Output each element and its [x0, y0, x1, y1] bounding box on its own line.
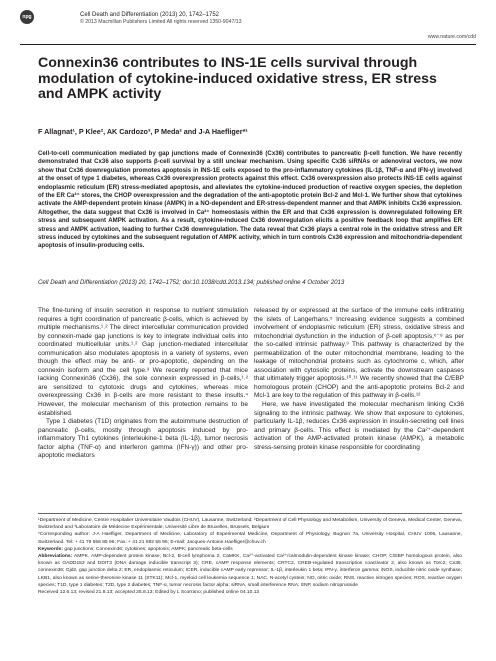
correspondence: *Corresponding author: J-A Haefliger, Department of Medicine, Laboratory of Experimental Medicine, Department of Physiology, Bugnon 7a, University Hospital, CHUV 1005, Lausanne, Switzerland. Tel: + 41 79 556 85 96; Fax: + 41 21 692 55 95; E-mail: Jacques-Antoine.Haefliger@chuv.ch	[38, 532, 462, 545]
journal-header	[20, 10, 476, 46]
article-title: Connexin36 contributes to INS-1E cells survival through modulation of cytokine-induced oxidative stress, ER stress and AMPK activity	[38, 55, 437, 103]
journal-name: Cell Death and Differentiation	[80, 12, 159, 18]
received-dates: Received 12.6.13; revised 21.8.13; accepted 25.8.13; Edited by L Scorrano; published online 04.10.13	[38, 590, 260, 596]
abbreviations-label: Abbreviations:	[38, 554, 73, 560]
body-column-right	[254, 307, 464, 452]
keywords-label: Keywords:	[38, 546, 64, 552]
keywords-line	[38, 546, 462, 553]
footnotes	[38, 517, 462, 596]
article-abstract: Cell-to-cell communication mediated by gap junctions made of Connexin36 (Cx36) contributes to pancreatic β-cell function. We have recently demonstrated that Cx36 also supports β-cell survival by a still unclear mechanism. Using specific Cx36 siRNAs or adenoviral vectors, we now show that Cx36 downregulation promotes apoptosis in INS-1E cells exposed to the pro-inflammatory cytokines (IL-1β, TNF-α and IFN-γ) involved at the onset of type 1 diabetes, whereas Cx36 overexpression protects against this effect. Cx36 overexpression also protects INS-1E cells against endoplasmic reticulum (ER) stress-mediated apoptosis, and alleviates the cytokine-induced production of reactive oxygen species, the depletion of the ER Ca²⁺ stores, the CHOP overexpression and the degradation of the anti-apoptotic protein Bcl-2 and Mcl-1. We further show that cytokines activate the AMP-dependent protein kinase (AMPK) in a NO-dependent and ER-stress-dependent manner and that AMPK inhibits Cx36 expression. Altogether, the data suggest that Cx36 is involved in Ca²⁺ homeostasis within the ER and that Cx36 expression is downregulated following ER stress and subsequent AMPK activation. As a result, cytokine-induced Cx36 downregulation elicits a positive feedback loop that amplifies ER stress and AMPK activation, leading to further Cx36 downregulation. The data reveal that Cx36 plays a central role in the oxidative stress and ER stress induced by cytokines and the subsequent regulation of AMPK activity, which in turn controls Cx36 expression and mitochondria-dependent apoptosis of insulin-producing cells.	[38, 150, 462, 250]
affiliations: ¹Department of Medicine, Centre Hospitalier Universitaire Vaudois (CHUV), Lausanne, Switzerland; ²Department of Cell Physiology and Metabolism, University of Geneva, Medical Center, Geneva, Switzerland and ³Laboratoire de Médecine Expérimentale, Université Libre de Bruxelles, Brussels, Belgium	[38, 518, 462, 531]
journal-citation-line	[80, 11, 219, 19]
journal-url[interactable]: www.nature.com/cdd	[427, 34, 476, 40]
footnote-rule	[38, 513, 462, 514]
body-paragraph: Here, we have investigated the molecular mechanism linking Cx36 signaling to the intrinsic pathway. We show that exposure to cytokines, particularly IL-1β, reduces Cx36 expression in insulin-secreting cell lines and primary β-cells. This effect is mediated by the Ca²⁺-dependent activation of the AMP-activated protein kinase (AMPK), a metabolic stress-sensing protein kinase responsible for coordinating	[254, 401, 464, 451]
body-paragraph: released by or expressed at the surface of the immune cells infiltrating the islets of Langerhans.⁵ Increasing evidence suggests a combined involvement of endoplasmic reticulum (ER) stress, oxidative stress and mitochondrial dysfunction in the induction of β-cell apoptosis,⁶⁻⁸ as per the so-called intrinsic pathway.⁹ This pathway is characterized by the permeabilization of the outer mitochondrial membrane, leading to the leakage of mitochondrial proteins such as cytochrome c, which, after association with cytosolic proteins, activate the downstream caspases that ultimately trigger apoptosis.¹⁰˒¹¹ We recently showed that the C/EBP homologous protein (CHOP) and the anti-apoptotic proteins Bcl-2 and Mcl-1 are key to the regulation of this pathway in β-cells.¹²	[254, 307, 464, 400]
abbreviations: AMPK, AMP-dependent protein kinase; Bcl-2, B-cell lymphoma 2; CaMKK, Ca²⁺-activated Ca²⁺/calmodulin-dependent kinase kinase; CHOP, C/EBP homologous protein, also known as GADD153 and DDIT3 (DNA damage inducible transcript 3); CRE, cAMP response elements; CRTC2, CREB-regulated transcription coactivator 2, also known as Torc2; Cx36, connexin36; Gjd2, gap junction delta 2; ER, endoplasmic reticulum; ICER, inducible cAMP early repressor; IL-1β, interleukin 1 beta; IFN-γ, interferon gamma; iNOS, inducible nitric oxide synthase; LKB1, also known as serine-threonine kinase 11 (STK11); Mcl-1, myeloid cell leukemia sequence 1; NAC, N-acetyl cystein; NO, nitric oxide; RNS, reactive nitrogen species; ROS, reactive oxygen species; T1D, type 1 diabetes; T2D, type 2 diabetes; TNF-α, tumor necrosis factor alpha; siRNA, small interference RNA; SNP, sodium nitroprusside	[38, 554, 462, 588]
header-rule	[20, 44, 476, 45]
npg-logo: npg	[20, 10, 34, 24]
journal-volume: (2013) 20, 1742–1752	[159, 12, 220, 18]
abbreviations-line	[38, 553, 462, 589]
keywords: gap junctions; Connexin36; cytokines; apoptosis; AMPK; pancreatic beta-cells	[64, 546, 233, 552]
copyright-line: © 2013 Macmillan Publishers Limited All rights reserved 1350-9047/13	[80, 19, 242, 25]
article-authors: F Allagnat¹, P Klee², AK Cardozo³, P Meda² and J-A Haefliger*¹	[38, 127, 248, 136]
body-paragraph: Type 1 diabetes (T1D) originates from the autoimmune destruction of pancreatic β-cells, mostly through apoptosis induced by pro-inflammatory Th1 cytokines (interleukine-1 beta (IL-1β), tumor necrosis factor alpha (TNF-α) and interferon gamma (IFN-γ)) and other pro-apoptotic mediators	[38, 418, 248, 460]
body-paragraph: The fine-tuning of insulin secretion in response to nutrient stimulation requires a tight coordination of pancreatic β-cells, which is achieved by multiple mechanisms.¹˒² The direct intercellular communication provided by connexin-made gap junctions is key to integrate individual cells into coordinated multicellular units.¹˒² Gap junction-mediated intercellular communication also modulates apoptosis in a variety of systems, even though the effect may be anti- or pro-apoptotic, depending on the connexin isoform and the cell type.³ We recently reported that mice lacking Connexin36 (Cx36), the sole connexin expressed in β-cells,¹˒² are sensitized to cytotoxic drugs and cytokines, whereas mice overexpressing Cx36 in β-cells are more resistant to these insults.⁴ However, the molecular mechanism of this protection remains to be established.	[38, 307, 248, 417]
article-citation: Cell Death and Differentiation (2013) 20, 1742–1752; doi:10.1038/cdd.2013.134; published online 4 October 2013	[38, 279, 345, 286]
body-column-left	[38, 307, 248, 461]
